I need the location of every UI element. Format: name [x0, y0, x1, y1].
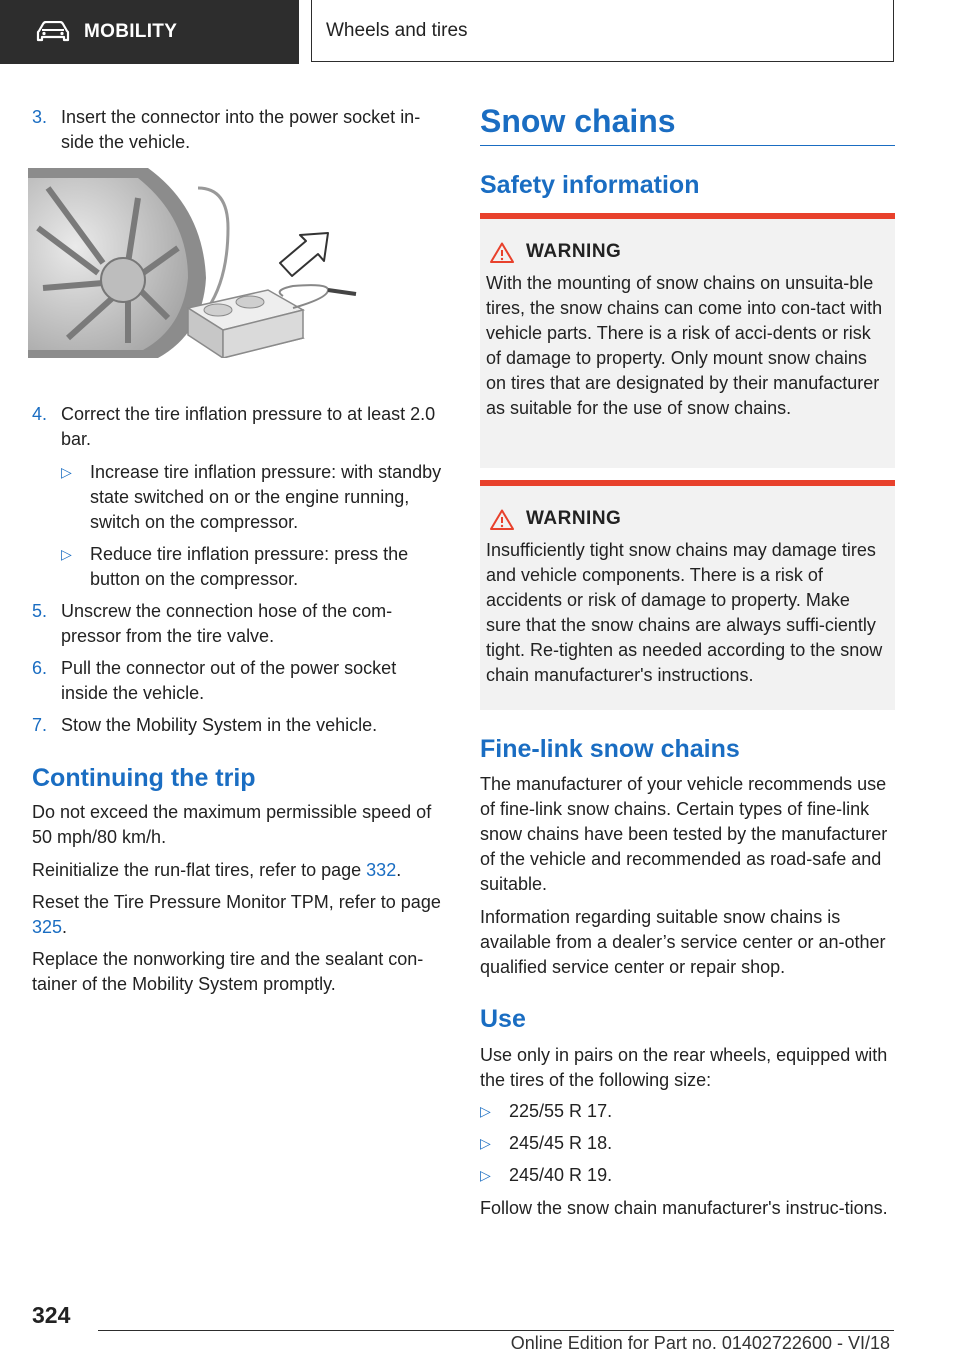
list-item	[480, 1163, 895, 1188]
step-text: Stow the Mobility System in the vehicle.	[61, 715, 378, 735]
section-title: MOBILITY	[84, 21, 178, 42]
list-item	[480, 1099, 895, 1124]
step-number: 5.	[32, 601, 48, 621]
section-heading: Continuing the trip	[32, 764, 256, 792]
paragraph: Reset the Tire Pressure Monitor TPM, refer to page 325.	[32, 892, 441, 937]
paragraph: Use only in pairs on the rear wheels, equipped with the tires of the following size:	[480, 1045, 888, 1090]
triangle-bullet-icon: ▷	[480, 1135, 491, 1151]
paragraph: Reinitialize the run-flat tires, refer to page 332.	[32, 860, 402, 880]
triangle-bullet-icon: ▷	[61, 464, 72, 480]
list-item	[61, 542, 442, 592]
warning-triangle-icon	[490, 242, 514, 263]
warning-triangle-icon	[490, 509, 514, 530]
list-item	[32, 599, 442, 649]
chapter-title: Wheels and tires	[326, 19, 468, 41]
paragraph: Information regarding suitable snow chains is available from a dealer’s service center or an-other qualified service center or repair shop.	[480, 907, 886, 977]
substep-text: Reduce tire inflation pressure: press the button on the compressor.	[90, 544, 409, 589]
list-item	[32, 656, 442, 706]
tire-size: 225/55 R 17.	[509, 1101, 613, 1121]
step-text: Unscrew the connection hose of the com-pressor from the tire valve.	[61, 601, 393, 646]
page-number: 324	[32, 1302, 71, 1328]
tire-size: 245/40 R 19.	[509, 1165, 613, 1185]
step-text: Correct the tire inflation pressure to at least 2.0 bar.	[61, 404, 436, 449]
header-section-tab	[0, 0, 299, 64]
list-item	[480, 1131, 895, 1156]
step-number: 6.	[32, 658, 48, 678]
compressor-illustration	[28, 168, 358, 363]
paragraph: The manufacturer of your vehicle recommends use of fine-link snow chains. Certain types of fine-link snow chains have been tested by the manufacturer of the vehicle and recommended as road-safe and suitable.	[480, 774, 888, 894]
step-number: 7.	[32, 715, 48, 735]
footer-edition: Online Edition for Part no. 01402722600 - VI/18	[510, 1333, 890, 1353]
paragraph: Do not exceed the maximum permissible speed of 50 mph/80 km/h.	[32, 802, 432, 847]
header-chapter	[311, 0, 894, 62]
section-heading: Fine-link snow chains	[480, 735, 740, 763]
car-icon	[36, 21, 70, 43]
warning-label: WARNING	[526, 241, 622, 262]
page-link[interactable]: 332	[366, 860, 397, 880]
step-number: 3.	[32, 107, 48, 127]
page-link[interactable]: 325	[32, 917, 63, 937]
paragraph: Follow the snow chain manufacturer's instruc-tions.	[480, 1198, 888, 1218]
list-item	[32, 713, 442, 738]
list-item	[32, 402, 442, 452]
step-text: Pull the connector out of the power socket inside the vehicle.	[61, 658, 397, 703]
step-number: 4.	[32, 404, 48, 424]
warning-text: Insufficiently tight snow chains may damage tires and vehicle components. There is a risk of accidents or risk of damage to property. Make sure that the snow chains are always suffi-ciently tight. Re-tighten as needed according to the snow chain manufacturer's instructions.	[486, 540, 883, 685]
section-heading: Use	[480, 1005, 526, 1033]
triangle-bullet-icon: ▷	[480, 1103, 491, 1119]
warning-box	[480, 480, 895, 710]
warning-box	[480, 213, 895, 468]
page-title: Snow chains	[480, 103, 676, 139]
step-text: Insert the connector into the power socket in-side the vehicle.	[61, 107, 421, 152]
list-item	[32, 105, 442, 155]
triangle-bullet-icon: ▷	[480, 1167, 491, 1183]
list-item	[61, 460, 442, 535]
triangle-bullet-icon: ▷	[61, 546, 72, 562]
warning-label: WARNING	[526, 508, 622, 529]
tire-size: 245/45 R 18.	[509, 1133, 613, 1153]
section-heading: Safety information	[480, 171, 700, 199]
substep-text: Increase tire inflation pressure: with standby state switched on or the engine running, switch on the compressor.	[90, 462, 442, 532]
title-rule	[480, 145, 895, 146]
warning-text: With the mounting of snow chains on unsuita-ble tires, the snow chains can come into con-tact with vehicle parts. There is a risk of acci-dents or risk of damage to property. Only mount snow chains on tires that are designated by their manufacturer as suitable for the use of snow chains.	[486, 273, 883, 418]
footer-rule	[98, 1330, 894, 1331]
paragraph: Replace the nonworking tire and the sealant con-tainer of the Mobility System promptly.	[32, 949, 424, 994]
